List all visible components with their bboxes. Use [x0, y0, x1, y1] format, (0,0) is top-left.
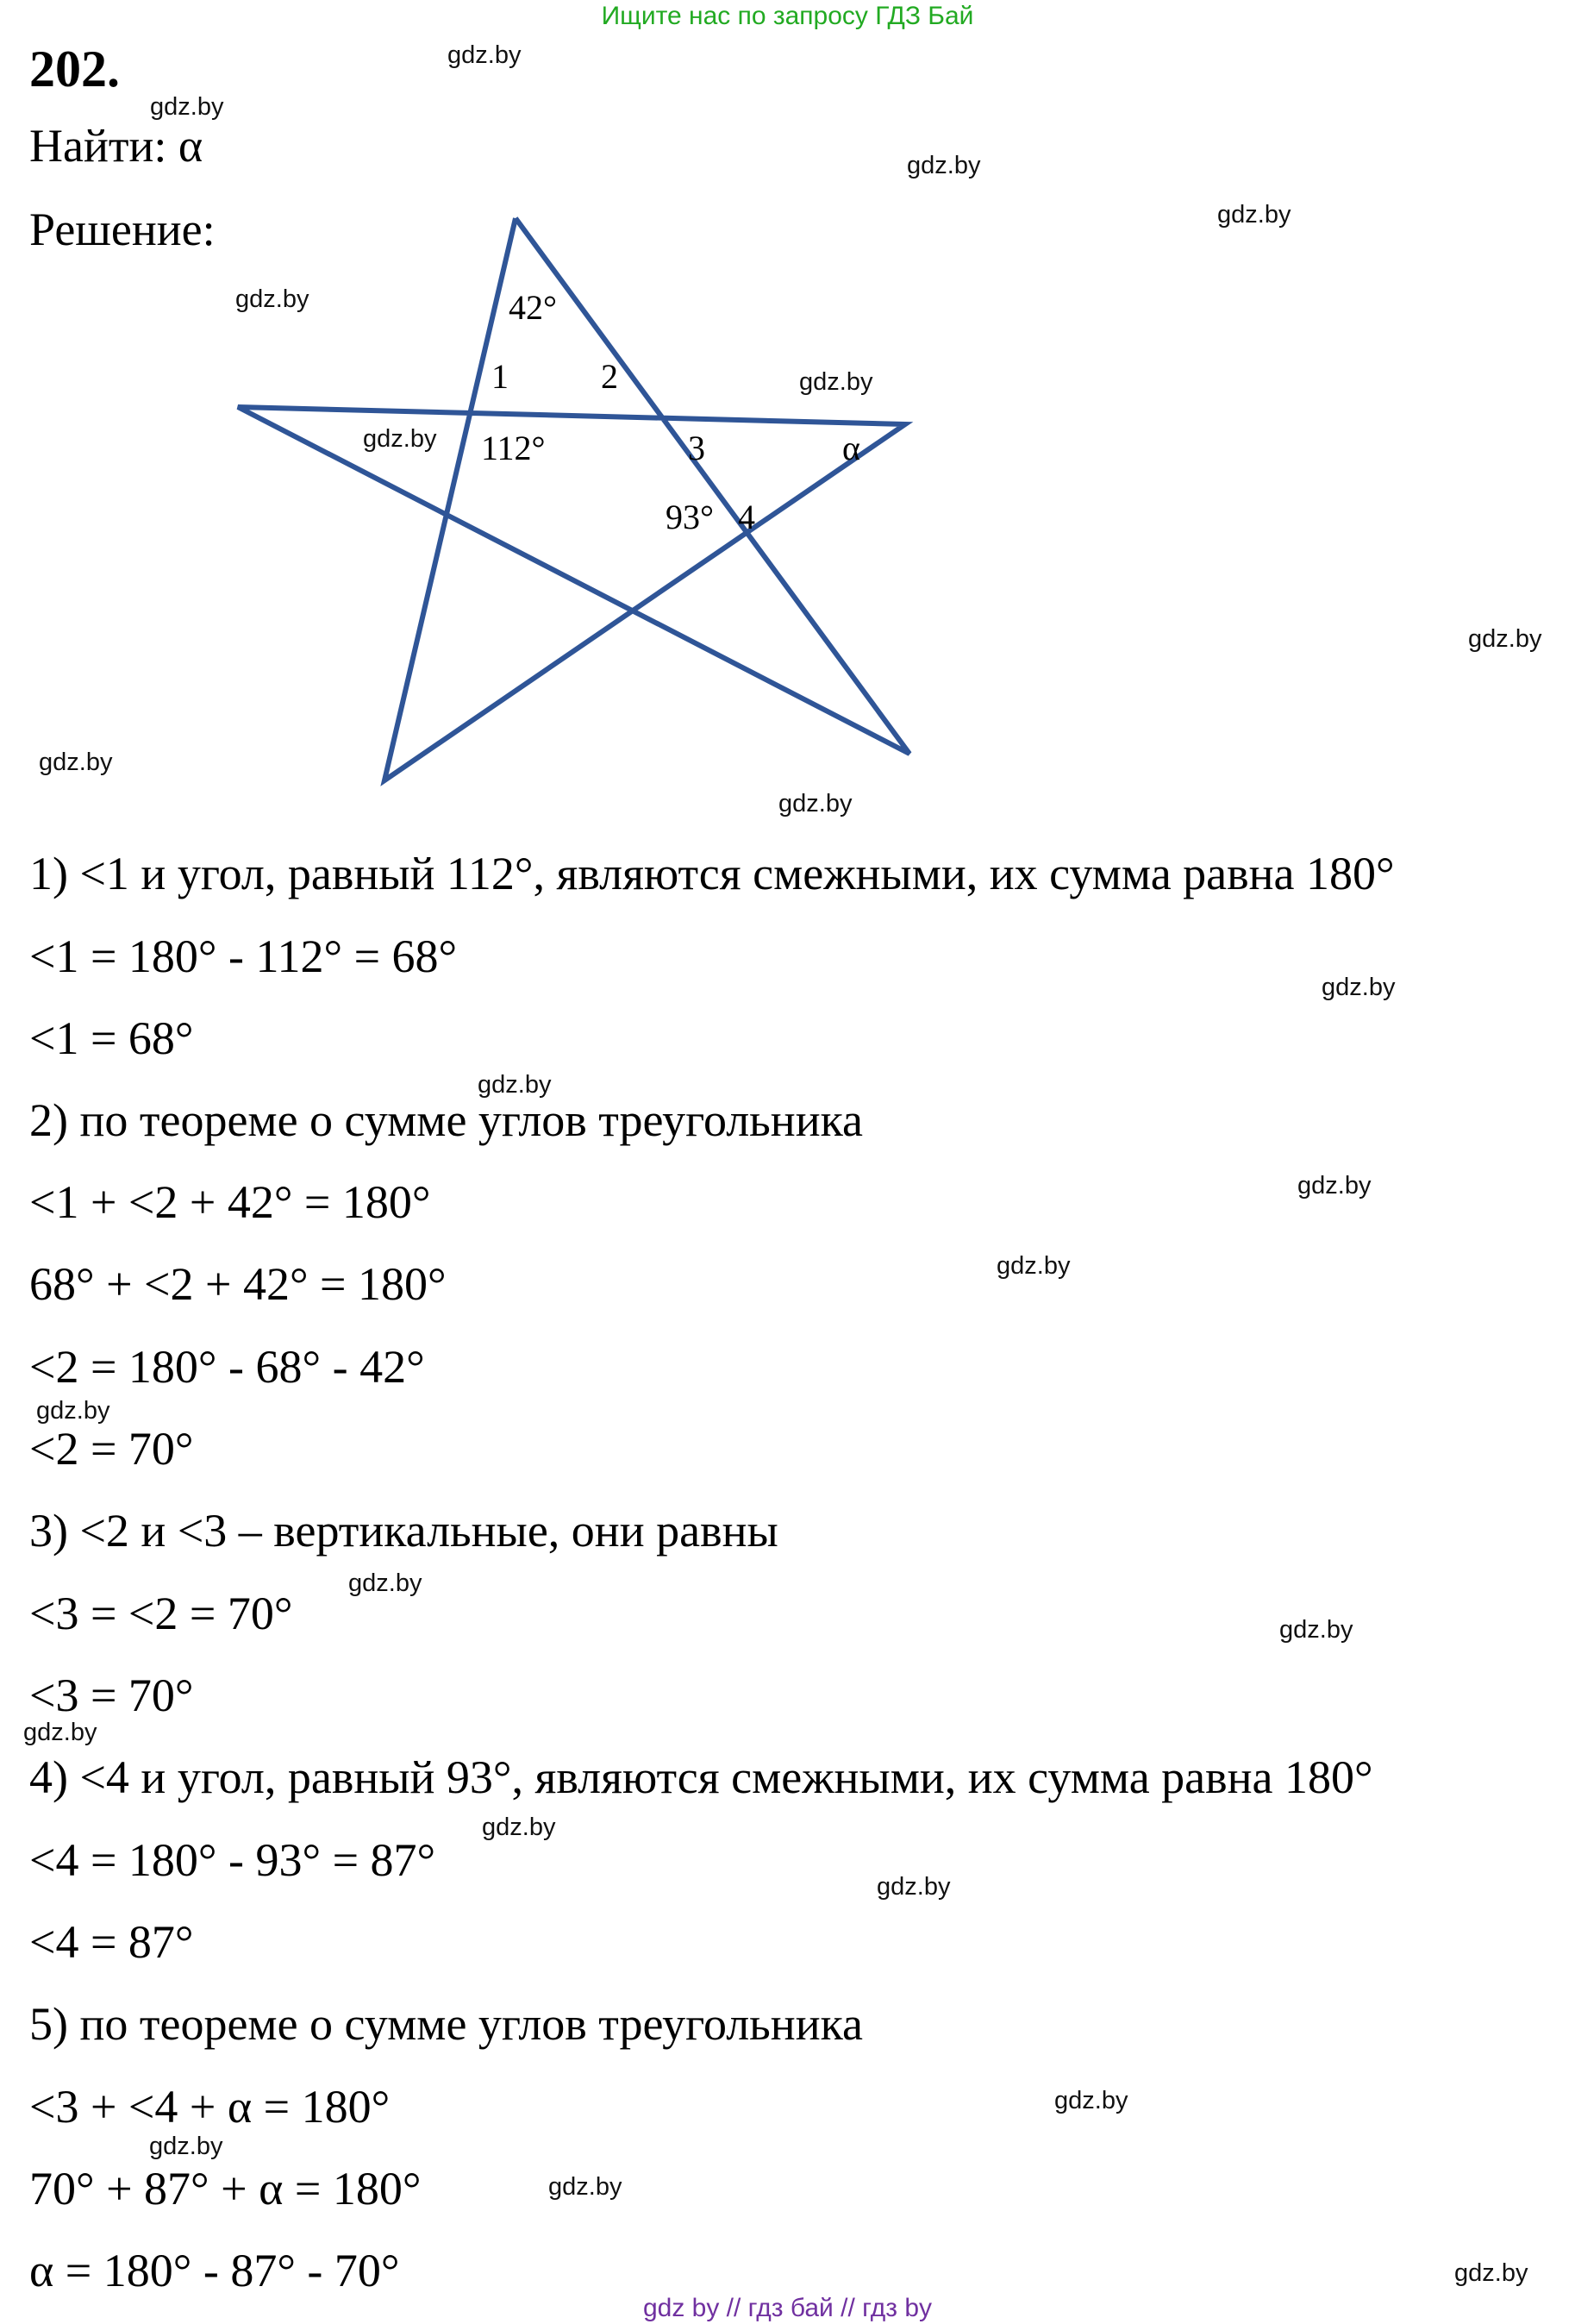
footer-links[interactable]: gdz by // гдз бай // гдз by — [642, 2294, 933, 2322]
step-4-result: <4 = 87° — [29, 1916, 194, 1968]
watermark: gdz.by — [1322, 974, 1396, 1001]
step-1-text: 1) <1 и угол, равный 112°, являются смежными, их сумма равна 180° — [29, 848, 1395, 899]
watermark: gdz.by — [997, 1252, 1071, 1280]
top-banner[interactable]: Ищите нас по запросу ГДЗ Бай — [601, 2, 974, 30]
alpha-label: α — [842, 429, 860, 467]
angle-2-label: 2 — [601, 357, 618, 396]
watermark: gdz.by — [36, 1397, 110, 1425]
angle-42-label: 42° — [509, 288, 557, 327]
watermark: gdz.by — [877, 1873, 951, 1901]
watermark: gdz.by — [149, 2133, 223, 2160]
solution-label: Решение: — [29, 204, 216, 255]
watermark: gdz.by — [1279, 1616, 1353, 1644]
step-3-text: 3) <2 и <3 – вертикальные, они равны — [29, 1505, 778, 1557]
watermark: gdz.by — [363, 425, 437, 453]
step-1-calc: <1 = 180° - 112° = 68° — [29, 930, 458, 982]
step-2-substitution: 68° + <2 + 42° = 180° — [29, 1258, 447, 1310]
angle-4-label: 4 — [738, 498, 755, 536]
watermark: gdz.by — [447, 41, 522, 69]
angle-112-label: 112° — [481, 429, 546, 467]
step-4-calc: <4 = 180° - 93° = 87° — [29, 1834, 436, 1886]
angle-3-label: 3 — [688, 429, 705, 467]
watermark: gdz.by — [548, 2173, 622, 2201]
step-1-result: <1 = 68° — [29, 1012, 194, 1064]
step-5-calc: α = 180° - 87° - 70° — [29, 2245, 400, 2296]
watermark: gdz.by — [1297, 1172, 1372, 1200]
step-4-text: 4) <4 и угол, равный 93°, являются смежными, их сумма равна 180° — [29, 1751, 1373, 1803]
watermark: gdz.by — [39, 749, 113, 776]
watermark: gdz.by — [478, 1071, 552, 1099]
step-3-result: <3 = 70° — [29, 1669, 194, 1721]
watermark: gdz.by — [235, 285, 309, 313]
star-diagram — [0, 0, 1575, 828]
star-outline — [238, 218, 909, 780]
angle-1-label: 1 — [491, 357, 509, 396]
watermark: gdz.by — [150, 93, 224, 121]
watermark: gdz.by — [1217, 201, 1291, 229]
problem-number: 202. — [29, 41, 120, 97]
step-2-result: <2 = 70° — [29, 1423, 194, 1475]
watermark: gdz.by — [1054, 2087, 1128, 2114]
step-3-calc: <3 = <2 = 70° — [29, 1588, 293, 1639]
watermark: gdz.by — [907, 152, 981, 179]
watermark: gdz.by — [778, 790, 853, 817]
watermark: gdz.by — [799, 368, 873, 396]
step-2-calc: <2 = 180° - 68° - 42° — [29, 1341, 425, 1393]
step-5-text: 5) по теореме о сумме углов треугольника — [29, 1998, 863, 2050]
step-5-equation: <3 + <4 + α = 180° — [29, 2081, 391, 2133]
step-2-text: 2) по теореме о сумме углов треугольника — [29, 1094, 863, 1146]
step-5-substitution: 70° + 87° + α = 180° — [29, 2163, 422, 2214]
watermark: gdz.by — [348, 1569, 422, 1597]
find-statement: Найти: α — [29, 120, 203, 172]
step-2-equation: <1 + <2 + 42° = 180° — [29, 1176, 431, 1228]
watermark: gdz.by — [482, 1813, 556, 1841]
angle-93-label: 93° — [666, 498, 714, 536]
watermark: gdz.by — [1468, 625, 1542, 653]
watermark: gdz.by — [1454, 2259, 1528, 2287]
watermark: gdz.by — [23, 1719, 97, 1746]
